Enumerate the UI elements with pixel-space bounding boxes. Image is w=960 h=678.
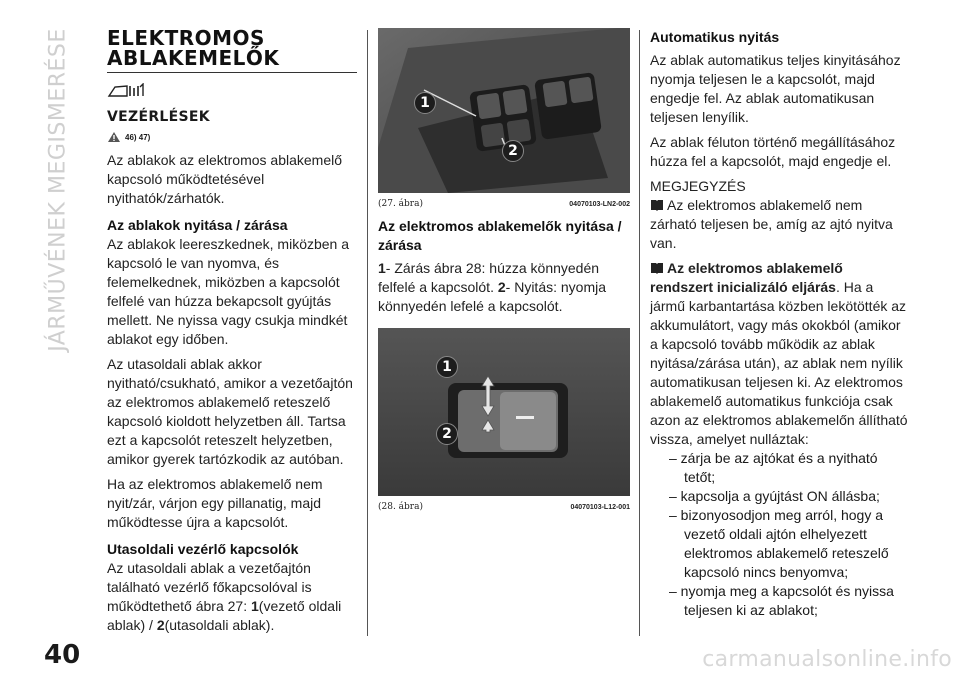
page-number: 40 <box>44 640 81 670</box>
figure-code: 04070103-L12-001 <box>570 504 630 511</box>
site-watermark: carmanualsonline.info <box>702 647 952 672</box>
figure-ref-number: 1 <box>378 260 386 276</box>
note-text: Az elektromos ablakemelő nem zárható teljesen be, amíg az ajtó nyitva van. <box>650 197 893 251</box>
main-title <box>107 28 357 68</box>
figure-28-window-switch-closeup <box>378 328 630 496</box>
figure-label: (27. ábra) <box>378 199 423 209</box>
section-heading: Automatikus nyitás <box>650 29 780 45</box>
figure-caption <box>378 199 630 209</box>
text-run: (utasoldali ablak). <box>164 617 275 633</box>
figure-ref-number: 1 <box>251 598 259 614</box>
figure-label: (28. ábra) <box>378 502 423 512</box>
warning-reference-numbers: 46) 47) <box>125 132 151 142</box>
side-section-title <box>28 20 88 360</box>
body-paragraph: Ha az elektromos ablakemelő nem nyit/zár, várjon egy pillanatig, majd működtesse újra a kapcsolót. <box>107 476 323 530</box>
title-underline <box>107 72 357 73</box>
procedure-list <box>650 449 908 620</box>
section-heading: Utasoldali vezérlő kapcsolók <box>107 541 299 557</box>
body-paragraph <box>107 559 357 635</box>
body-paragraph: Az ablak automatikus teljes kinyitásához nyomja teljesen le a kapcsolót, majd engedje fel. Az ablak automatikusan teljesen lenyílik. <box>650 52 901 125</box>
section-heading: Az ablakok nyitása / zárása <box>107 217 288 233</box>
switch-closeup-photo <box>378 328 630 496</box>
main-title-line-2: ABLAKEMELŐK <box>107 46 280 70</box>
figure-callout-1: 1 <box>436 356 458 378</box>
warning-references <box>107 131 357 143</box>
body-paragraph: Az utasoldali ablak akkor nyitható/csukható, amikor a vezetőajtón az elektromos ablakemelő reteszelő kapcsoló kioldott helyzetben áll. Tartsa ezt a kapcsolót reteszelt helyzetben, amikor gyerek tartózkodik az autóban. <box>107 356 353 467</box>
list-item: – nyomja meg a kapcsolót és nyissa teljesen ki az ablakot; <box>669 583 894 618</box>
list-item: – bizonyosodjon meg arról, hogy a vezető oldali ajtón elhelyezett elektromos ablakemelő reteszelő kapcsoló nincs benyomva; <box>669 507 889 580</box>
column-1 <box>107 28 357 635</box>
body-paragraph: Az ablakok leereszkednek, miközben a kapcsoló le van nyomva, és felemelkednek, miközben a kapcsolót felfelé van húzza bekapcsolt gyújtás mellett. Ne nyissa vagy csukja mindkét ablakot egy időben. <box>107 236 350 347</box>
figure-ref-number: 2 <box>497 279 506 295</box>
text-run: Az utasoldali ablak a vezetőajtón található vezérlő főkapcsolóval is működtethető ábra 27: <box>107 560 312 614</box>
note-paragraph <box>650 196 908 253</box>
text-run: - Nyitás: nyomja könnyedén lefelé a kapcsolót. <box>378 279 607 314</box>
figure-27-window-switch-panel <box>378 28 630 193</box>
warning-triangle-icon <box>107 131 121 143</box>
column-divider <box>367 30 368 636</box>
figure-ref-number: 2 <box>156 617 165 633</box>
figure-callout-1: 1 <box>414 92 436 114</box>
body-paragraph <box>378 259 630 316</box>
figure-code: 04070103-LN2-002 <box>569 201 630 208</box>
note-paragraph <box>650 259 908 449</box>
list-item: – kapcsolja a gyújtást ON állásba; <box>669 488 880 504</box>
note-text: . Ha a jármű karbantartása közben lekötötték az akkumulátort, vagy más okokból (amikor a kapcsoló tovább működik az ablak nyitása/zárása után), az ablak nem nyílik automatikusan teljesen ki. Az elektromos ablakemelő automatikus funkciója csak azon az elektromos ablakemelőn állítható vissza, amelyet nulláztak: <box>650 279 908 447</box>
main-title-line-1: ELEKTROMOS <box>107 26 265 50</box>
note-book-icon <box>650 262 664 274</box>
subtitle: VEZÉRLÉSEK <box>107 109 210 125</box>
list-item: – zárja be az ajtókat és a nyitható tetőt; <box>669 450 878 485</box>
note-book-icon <box>650 199 664 211</box>
text-run: - Zárás ábra 28: húzza könnyedén felfelé a kapcsolót. <box>378 260 600 295</box>
column-divider <box>639 30 640 636</box>
intro-paragraph: Az ablakok az elektromos ablakemelő kapcsoló működtetésével nyithatók/zárhatók. <box>107 152 343 206</box>
window-lift-symbol <box>107 83 357 99</box>
column-2 <box>378 28 630 512</box>
figure-callout-2: 2 <box>502 140 524 162</box>
car-window-icon <box>107 83 145 99</box>
door-switch-photo <box>378 28 630 193</box>
figure-caption <box>378 502 630 512</box>
note-bold-lead: Az elektromos ablakemelő rendszert inicializáló eljárás <box>650 260 843 295</box>
body-paragraph: Az ablak féluton történő megállításához húzza fel a kapcsolót, majd engedje el. <box>650 134 896 169</box>
text-run: (vezető oldali ablak) / <box>107 598 342 633</box>
figure-callout-2: 2 <box>436 423 458 445</box>
side-section-title-text: JÁRMŰVÉNEK MEGISMERÉSE <box>45 28 71 352</box>
section-heading: Az elektromos ablakemelők nyitása / zárása <box>378 218 622 253</box>
column-3 <box>650 28 908 620</box>
note-heading: MEGJEGYZÉS <box>650 178 746 194</box>
